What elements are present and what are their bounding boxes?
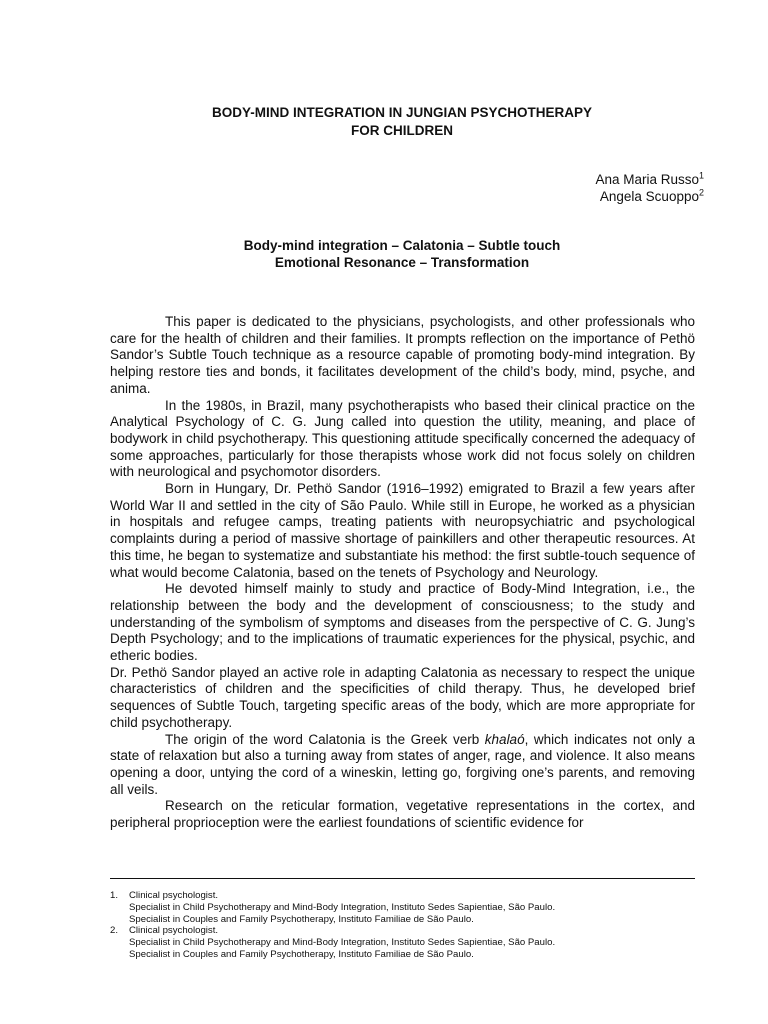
paragraph-6-text-end: , which indicates not only a state of relaxation but also a turning away from states of anger, rage, and violence. It also means opening a door, untying the cord of a wineskin, letting go, forgiving one’s parents, and removing all veils. xyxy=(110,731,696,797)
author-list xyxy=(595,171,704,205)
footnote-1 xyxy=(110,890,695,902)
paragraph-7: Research on the reticular formation, vegetative representations in the cortex, and peripheral proprioception were the earliest foundations of scientific evidence for xyxy=(110,798,695,831)
footnote-text: Specialist in Couples and Family Psychotherapy, Instituto Familiae de São Paulo. xyxy=(129,948,474,960)
keywords-line-2: Emotional Resonance – Transformation xyxy=(274,255,530,270)
paragraph-1: This paper is dedicated to the physicians, psychologists, and other professionals who care for the health of children and their families. It prompts reflection on the importance of Pethö Sandor’s Subtle Touch technique as a resource capable of promoting body-mind integration. By helping restore ties and bonds, it facilitates development of the child’s body, mind, psyche, and anima. xyxy=(110,314,695,396)
paragraph-2: In the 1980s, in Brazil, many psychotherapists who based their clinical practice on the Analytical Psychology of C. G. Jung called into question the utility, meaning, and place of bodywork in child psychotherapy. This questioning attitude specifically concerned the adequacy of some approaches, particularly for those therapists whose work did not focus solely on children with neurological and psychomotor disorders. xyxy=(110,397,695,480)
footnote-text: Specialist in Child Psychotherapy and Mind-Body Integration, Instituto Sedes Sapientiae, São Paulo. xyxy=(129,937,556,949)
footnote-2 xyxy=(110,925,695,937)
keywords-line-1: Body-mind integration – Calatonia – Subtle touch xyxy=(243,238,561,253)
footnote-text: Clinical psychologist. xyxy=(129,925,219,937)
footnotes xyxy=(110,890,695,961)
body-text xyxy=(110,314,695,832)
author-name: Angela Scuoppo xyxy=(599,189,699,204)
paragraph-6 xyxy=(110,732,695,799)
title-line-1: BODY-MIND INTEGRATION IN JUNGIAN PSYCHOTHERAPY xyxy=(211,105,593,120)
footnote-text: Specialist in Couples and Family Psychotherapy, Instituto Familiae de São Paulo. xyxy=(129,913,474,925)
paragraph-4: He devoted himself mainly to study and practice of Body-Mind Integration, i.e., the relationship between the body and the development of consciousness; to the study and understanding of the symbolism of symptoms and diseases from the perspective of C. G. Jung’s Depth Psychology; and to the implications of traumatic experiences for the physical, psychic, and etheric bodies. xyxy=(110,581,695,664)
paragraph-6-text: The origin of the word Calatonia is the Greek verb xyxy=(165,731,485,747)
footnote-mark: 1 xyxy=(698,170,704,181)
footnote-number: 1. xyxy=(110,890,119,901)
author-2 xyxy=(595,188,704,205)
paragraph-3: Born in Hungary, Dr. Pethö Sandor (1916–1992) emigrated to Brazil a few years after World War II and settled in the city of São Paulo. While still in Europe, he worked as a physician in hospitals and refugee camps, treating patients with neuropsychiatric and psychological complaints during a period of massive shortage of painkillers and other therapeutic resources. At this time, he began to systematize and substantiate his method: the first subtle-touch sequence of what would become Calatonia, based on the tenets of Psychology and Neurology. xyxy=(110,481,695,580)
paragraph-5: Dr. Pethö Sandor played an active role in adapting Calatonia as necessary to respect the unique characteristics of children and the specificities of child therapy. Thus, he developed brief sequences of Subtle Touch, targeting specific areas of the body, which are more appropriate for child psychotherapy. xyxy=(110,664,695,730)
paper-title xyxy=(100,104,704,140)
author-name: Ana Maria Russo xyxy=(595,172,699,187)
title-line-2: FOR CHILDREN xyxy=(351,123,453,138)
footnote-mark: 2 xyxy=(698,187,704,198)
footnote-text: Clinical psychologist. xyxy=(129,890,219,901)
footnote-divider xyxy=(110,878,695,879)
author-1 xyxy=(595,171,704,188)
greek-term: khalaó xyxy=(484,731,525,747)
keywords xyxy=(100,237,704,271)
footnote-number: 2. xyxy=(110,925,119,937)
footnote-text: Specialist in Child Psychotherapy and Mind-Body Integration, Instituto Sedes Sapientiae, São Paulo. xyxy=(129,901,556,913)
